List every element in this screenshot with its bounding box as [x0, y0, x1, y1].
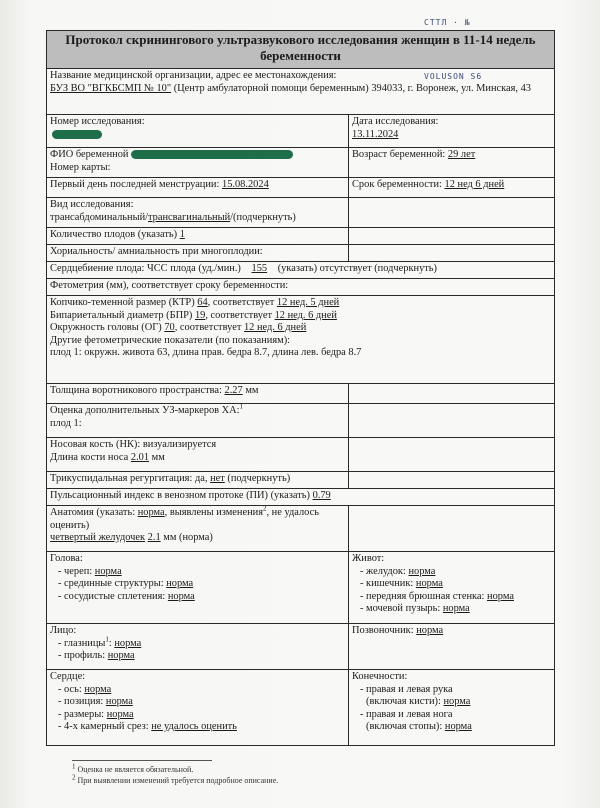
screening-protocol-table — [46, 30, 555, 746]
tricuspid-value: нет — [210, 473, 225, 484]
organization-label: Название медицинской организации, адрес ее местонахождения: — [50, 70, 337, 81]
tricuspid-label: Трикуспидальная регургитация: да, — [50, 473, 208, 484]
footnote-ref: 2 — [262, 505, 267, 513]
study-number-label: Номер исследования: — [50, 116, 145, 127]
fourth-ventricle-label: четвертый желудочек — [50, 532, 146, 544]
markers-cell — [47, 404, 349, 438]
limbs-arms-row: - правая и левая рука — [360, 683, 453, 695]
footnote-ref: 1 — [239, 403, 244, 411]
pi-value: 0.79 — [312, 490, 331, 501]
footnote-1: $^1$ Оценка не является обязательной. — [72, 762, 194, 774]
anatomy-label-c: , не удалось оценить — [50, 507, 319, 531]
ktr-row — [50, 297, 551, 310]
face-profile-row: - профиль: норма — [58, 650, 135, 662]
patient-name-label: ФИО беременной — [50, 149, 129, 160]
abdomen-cell — [349, 552, 555, 624]
pi-label: Пульсационный индекс в венозном протоке (ПИ) (указать) — [50, 490, 310, 501]
abdomen-label: Живот: — [352, 553, 385, 564]
og-term: 12 нед. 6 дней — [243, 322, 307, 334]
protocol-title: Протокол скринингового ультразвукового исследования женщин в 11-14 недель беременности — [47, 31, 555, 69]
study-type-option-2: трансвагинальный — [148, 211, 231, 223]
abdomen-bowel-row: - кишечник: норма — [360, 578, 443, 590]
fetometry-cell — [47, 279, 555, 296]
nt-cell — [47, 384, 349, 404]
anatomy-label-b: , выявлены изменения — [164, 507, 263, 518]
ktr-term: 12 нед. 5 дней — [276, 297, 340, 308]
abdomen-stomach-row: - желудок: норма — [360, 565, 436, 577]
term-cell — [349, 178, 555, 198]
fourth-ventricle-value: 2.1 — [147, 532, 161, 544]
tricuspid-hint: (подчеркнуть) — [227, 473, 291, 484]
nasal-bone-label: Носовая кость (НК): визуализируется — [50, 439, 217, 450]
heart-4chamber-row: - 4-х камерный срез: не удалось оценить — [58, 721, 237, 733]
other-fetometry-value: плод 1: окружн. живота 63, длина прав. бедра 8.7, длина лев. бедра 8.7 — [50, 347, 362, 359]
head-label: Голова: — [50, 553, 83, 564]
menstruation-label: Первый день последней менструации: — [50, 179, 220, 190]
stamp-line-1: СТТЛ · № — [424, 18, 471, 27]
face-cell — [47, 624, 349, 670]
study-number-cell — [47, 115, 349, 148]
heart-position-row: - позиция: норма — [58, 696, 133, 708]
limbs-legs-value: норма — [444, 721, 472, 733]
menstruation-date: 15.08.2024 — [222, 179, 269, 190]
nasal-length-label: Длина кости носа — [50, 451, 129, 463]
og-row — [50, 322, 551, 335]
nasal-length-value: 2.01 — [130, 451, 150, 463]
fourth-ventricle-tail: мм (норма) — [163, 532, 213, 544]
ktr-mid: , соответствует — [207, 297, 275, 308]
organization-cell — [47, 69, 555, 115]
heartbeat-cell — [47, 262, 555, 279]
study-type-separator: / — [145, 211, 149, 223]
heartbeat-hint: (указать) отсутствует (подчеркнуть) — [277, 263, 438, 274]
og-label: Окружность головы (ОГ) — [50, 322, 162, 334]
bpr-value: 19 — [194, 309, 206, 321]
organization-name: БУЗ ВО "ВГКБСМП № 10" — [50, 82, 172, 94]
ktr-value: 64 — [197, 297, 208, 308]
patient-name-cell — [47, 148, 349, 178]
heart-cell — [47, 670, 349, 746]
bpr-mid: , соответствует — [205, 309, 272, 321]
study-type-hint: /(подчеркнуть) — [230, 211, 296, 223]
limbs-legs-row: - правая и левая нога — [360, 708, 453, 720]
anatomy-cell — [47, 506, 349, 552]
study-type-cell — [47, 198, 349, 228]
other-fetometry-label: Другие фетометрические показатели (по показаниям): — [50, 334, 291, 346]
og-mid: , соответствует — [174, 322, 242, 334]
og-value: 70 — [164, 322, 175, 334]
ktr-label: Копчико-теменной размер (КТР) — [50, 297, 195, 308]
nasal-bone-cell — [47, 438, 349, 472]
study-date-cell — [349, 115, 555, 148]
term-value: 12 нед 6 дней — [444, 179, 505, 190]
abdomen-bladder-row: - мочевой пузырь: норма — [360, 603, 470, 615]
term-label: Срок беременности: — [352, 179, 442, 190]
patient-age-cell — [349, 148, 555, 178]
limbs-arms-detail: (включая кисти): норма — [366, 696, 471, 708]
redaction-mark — [52, 130, 102, 139]
organization-address: (Центр амбулаторной помощи беременным) 394033, г. Воронеж, ул. Минская, 43 — [173, 82, 531, 94]
limbs-cell — [349, 670, 555, 746]
bpr-label: Бипариетальный диаметр (БПР) — [50, 309, 193, 321]
heart-label: Сердце: — [50, 671, 86, 682]
anatomy-label-d: ) — [85, 519, 90, 531]
fetometry-values-cell — [47, 296, 555, 384]
spine-value: норма — [416, 625, 444, 636]
card-number-label: Номер карты: — [50, 161, 111, 173]
head-skull-row: - череп: норма — [58, 565, 122, 577]
study-type-option-1: трансабдоминальный — [50, 211, 146, 223]
chorionicity-label: Хориальность/ амниальность при многоплодии: — [50, 246, 263, 257]
pi-cell — [47, 489, 555, 506]
nt-unit: мм — [245, 385, 259, 396]
patient-age-label: Возраст беременной: — [352, 149, 446, 160]
bpr-row — [50, 310, 551, 323]
limbs-legs-detail: (включая стопы): норма — [366, 721, 472, 733]
spine-cell — [349, 624, 555, 670]
patient-age-value: 29 лет — [447, 149, 476, 160]
nasal-length-unit: мм — [151, 451, 165, 463]
head-midline-row: - срединные структуры: норма — [58, 578, 194, 590]
footnotes — [72, 764, 522, 786]
redaction-mark — [131, 150, 293, 159]
heart-rate-value: 155 — [251, 263, 268, 274]
nt-label: Толщина воротникового пространства: — [50, 385, 222, 396]
footnote-divider — [72, 760, 212, 761]
markers-fetus: плод 1: — [50, 417, 82, 429]
study-date-label: Дата исследования: — [352, 116, 439, 127]
nt-value: 2.27 — [224, 385, 243, 396]
fetometry-label: Фетометрия (мм), соответствует сроку беременности: — [50, 280, 289, 291]
head-plexus-row: - сосудистые сплетения: норма — [58, 590, 195, 602]
limbs-arms-value: норма — [443, 696, 471, 708]
anatomy-norm: норма — [137, 507, 165, 518]
chorionicity-cell — [47, 245, 349, 262]
anatomy-label-a: Анатомия (указать: — [50, 507, 136, 518]
fetus-count-label: Количество плодов (указать) — [50, 229, 178, 240]
spine-label: Позвоночник: — [352, 625, 414, 636]
heart-size-row: - размеры: норма — [58, 708, 134, 720]
footnote-2: $^2$ При выявлении изменений требуется подробное описание. — [72, 773, 279, 785]
stamp-line-3: VOLUSON S6 — [424, 72, 483, 81]
limbs-label: Конечности: — [352, 671, 408, 682]
menstruation-cell — [47, 178, 349, 198]
heart-axis-row: - ось: норма — [58, 683, 112, 695]
head-cell — [47, 552, 349, 624]
study-type-label: Вид исследования: — [50, 199, 134, 210]
heartbeat-label: Сердцебиение плода: ЧСС плода (уд./мин.) — [50, 263, 241, 274]
abdomen-wall-row: - передняя брюшная стенка: норма — [360, 590, 514, 602]
markers-label: Оценка дополнительных УЗ-маркеров ХА: — [50, 405, 240, 416]
face-label: Лицо: — [50, 625, 77, 636]
study-date-value: 13.11.2024 — [352, 128, 399, 140]
fetus-count-cell — [47, 228, 349, 245]
tricuspid-cell — [47, 472, 349, 489]
face-orbits-row: - глазницы$^1$: норма — [58, 635, 142, 649]
fetus-count-value: 1 — [179, 229, 185, 240]
bpr-term: 12 нед. 6 дней — [274, 309, 337, 321]
